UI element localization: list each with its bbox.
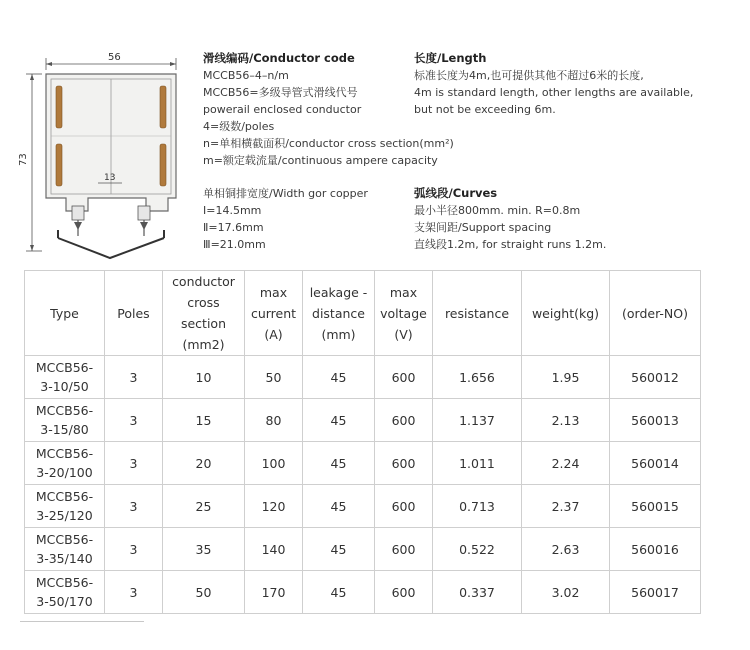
footer-divider [20,621,144,622]
cell-leakage: 45 [303,528,375,571]
cell-leakage: 45 [303,571,375,614]
conductor-code-line: powerail enclosed conductor [203,103,362,116]
cell-voltage: 600 [375,485,433,528]
cell-type: MCCB56- 3-35/140 [25,528,105,571]
length-line: 4m is standard length, other lengths are available, [414,86,694,99]
cell-order: 560013 [610,399,701,442]
cell-weight: 2.37 [522,485,610,528]
conductor-code-title: 滑线编码/Conductor code [203,51,355,65]
inner-dimension-label: 13 [104,173,116,183]
cell-voltage: 600 [375,356,433,399]
copper-width-title: 单相铜排宽度/Width gor copper [203,187,368,200]
header-leakage-distance: leakage - distance (mm) [303,271,375,356]
table-row [25,485,701,528]
cell-voltage: 600 [375,442,433,485]
specification-table [24,270,701,614]
cell-leakage: 45 [303,356,375,399]
cell-resistance: 1.137 [433,399,522,442]
table-header-row [25,271,701,356]
conductor-code-line: n=单相横截面积/conductor cross section(mm²) [203,137,454,150]
cell-type: MCCB56- 3-10/50 [25,356,105,399]
copper-width-line: Ⅰ=14.5mm [203,204,262,217]
cell-poles: 3 [105,571,163,614]
header-order-no: (order-NO) [610,271,701,356]
cell-leakage: 45 [303,485,375,528]
cell-weight: 2.24 [522,442,610,485]
table-row [25,528,701,571]
cell-voltage: 600 [375,399,433,442]
copper-width-block [203,185,368,253]
cell-resistance: 1.011 [433,442,522,485]
curves-title: 弧线段/Curves [414,186,498,200]
header-conductor-section: conductor cross section (mm2) [163,271,245,356]
cell-current: 120 [245,485,303,528]
cell-section: 15 [163,399,245,442]
cell-section: 35 [163,528,245,571]
cell-type: MCCB56- 3-20/100 [25,442,105,485]
cell-leakage: 45 [303,399,375,442]
cell-weight: 2.63 [522,528,610,571]
conductor-code-line: 4=级数/poles [203,120,275,133]
header-type: Type [25,271,105,356]
conductor-code-line: MCCB56–4–n/m [203,69,289,82]
spec-header-section [0,0,750,270]
cell-order: 560012 [610,356,701,399]
cell-order: 560014 [610,442,701,485]
width-dimension-label: 56 [108,52,121,63]
cell-type: MCCB56- 3-50/170 [25,571,105,614]
cell-type: MCCB56- 3-25/120 [25,485,105,528]
cell-leakage: 45 [303,442,375,485]
cell-order: 560017 [610,571,701,614]
header-max-voltage: max voltage (V) [375,271,433,356]
cell-resistance: 1.656 [433,356,522,399]
cell-weight: 2.13 [522,399,610,442]
cell-voltage: 600 [375,528,433,571]
header-poles: Poles [105,271,163,356]
cell-poles: 3 [105,485,163,528]
cell-current: 100 [245,442,303,485]
height-dimension-label: 73 [18,153,29,166]
curves-block [414,185,606,253]
header-resistance: resistance [433,271,522,356]
cell-current: 170 [245,571,303,614]
cell-section: 20 [163,442,245,485]
cell-poles: 3 [105,528,163,571]
cell-type: MCCB56- 3-15/80 [25,399,105,442]
cell-resistance: 0.713 [433,485,522,528]
curves-line: 直线段1.2m, for straight runs 1.2m. [414,238,607,251]
length-line: but not be exceeding 6m. [414,103,556,116]
header-weight: weight(kg) [522,271,610,356]
cell-resistance: 0.337 [433,571,522,614]
cell-current: 80 [245,399,303,442]
cell-weight: 3.02 [522,571,610,614]
table-row [25,399,701,442]
cell-current: 140 [245,528,303,571]
length-block [414,50,693,118]
cell-weight: 1.95 [522,356,610,399]
cell-current: 50 [245,356,303,399]
length-line: 标准长度为4m,也可提供其他不超过6米的长度, [414,69,644,82]
table-row [25,356,701,399]
copper-width-line: Ⅲ=21.0mm [203,238,266,251]
conductor-code-line: m=额定载流量/continuous ampere capacity [203,154,438,167]
cell-poles: 3 [105,356,163,399]
cell-section: 50 [163,571,245,614]
table-row [25,571,701,614]
header-max-current: max current (A) [245,271,303,356]
curves-line: 支架间距/Support spacing [414,221,552,234]
cell-order: 560016 [610,528,701,571]
conductor-cross-section-drawing [18,46,198,268]
table-row [25,442,701,485]
cell-poles: 3 [105,442,163,485]
cell-resistance: 0.522 [433,528,522,571]
cell-section: 10 [163,356,245,399]
length-title: 长度/Length [414,51,487,65]
cell-poles: 3 [105,399,163,442]
cell-order: 560015 [610,485,701,528]
cell-section: 25 [163,485,245,528]
copper-width-line: Ⅱ=17.6mm [203,221,264,234]
cell-voltage: 600 [375,571,433,614]
curves-line: 最小半径800mm. min. R=0.8m [414,204,581,217]
conductor-code-line: MCCB56=多级导管式滑线代号 [203,86,358,99]
